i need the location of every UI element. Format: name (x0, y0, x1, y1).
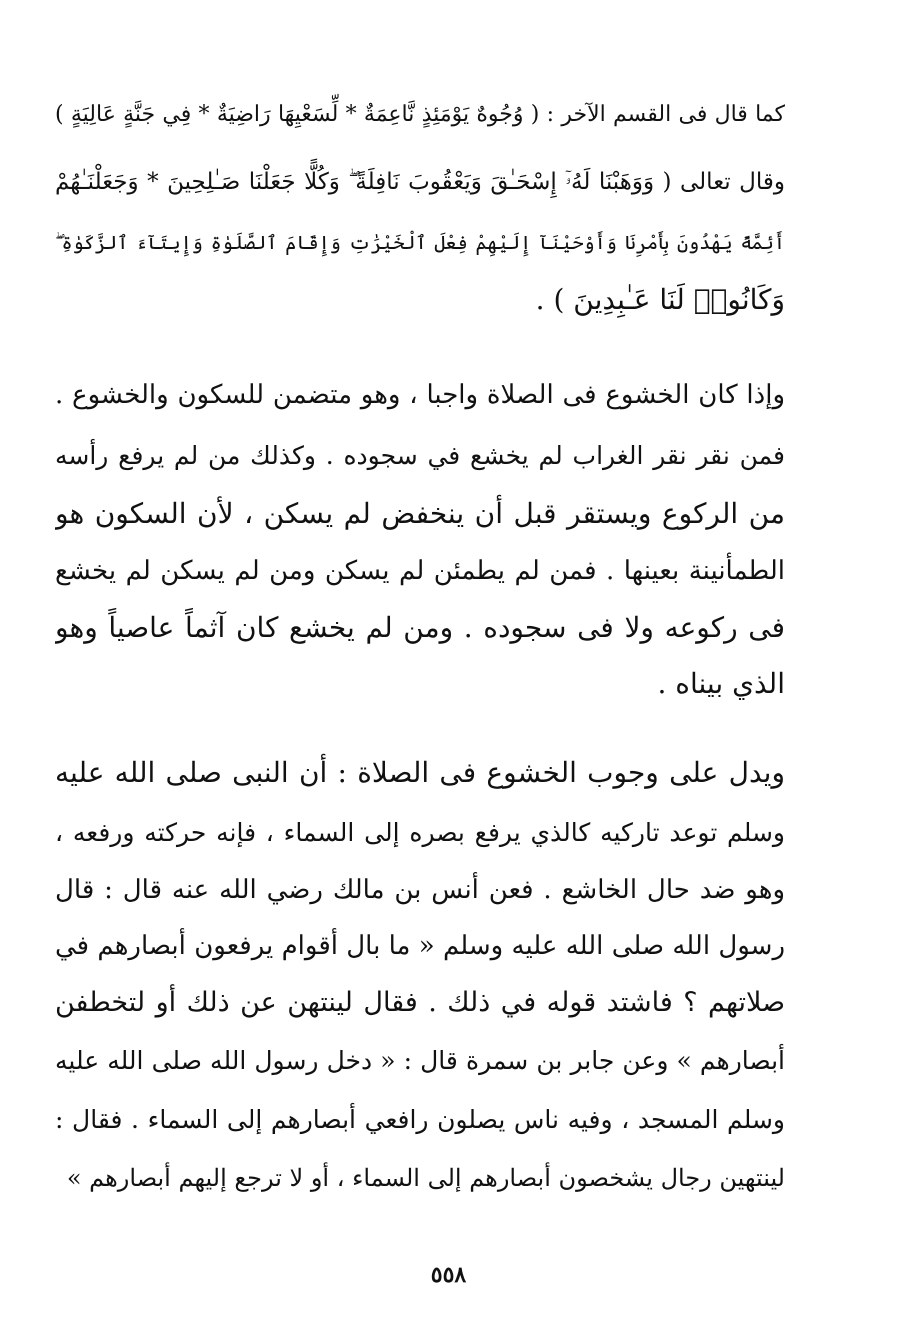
text-line: أَئِمَّةً يَهْدُونَ بِأَمْرِنَا وَأَوْحَيْنَآ إِلَيْهِمْ فِعْلَ ٱلْخَيْرَٰتِ وَإِقَامَ ٱلصَّلَوٰةِ وَإِيتَآءَ ٱلزَّكَوٰةِ ۖ (55, 232, 785, 254)
text-line: رسول الله صلى الله عليه وسلم « ما بال أقوام يرفعون أبصارهم في (55, 931, 785, 961)
text-line: كما قال فى القسم الآخر : ( وُجُوهٌ يَوْمَئِذٍ نَّاعِمَةٌ * لِّسَعْيِهَا رَاضِيَةٌ * فِي جَنَّةٍ عَالِيَةٍ ) (55, 102, 785, 127)
text-line: وَكَانُوا۟ لَنَا عَـٰبِدِينَ ) . (535, 283, 785, 316)
text-line: لينتهين رجال يشخصون أبصارهم إلى السماء ، أو لا ترجع إليهم أبصارهم » (66, 1164, 785, 1192)
page-number: ٥٥٨ (430, 1262, 467, 1288)
text-line: وسلم المسجد ، وفيه ناس يصلون رافعي أبصارهم إلى السماء . فقال : (55, 1105, 785, 1134)
text-line: الذي بيناه . (657, 667, 785, 700)
text-line: صلاتهم ؟ فاشتد قوله في ذلك . فقال لينتهن عن ذلك أو لتخطفن (55, 987, 785, 1018)
text-line: الطمأنينة بعينها . فمن لم يطمئن لم يسكن ومن لم يسكن لم يخشع (55, 556, 785, 586)
text-line: وسلم توعد تاركيه كالذي يرفع بصره إلى السماء ، فإنه حركته ورفعه ، (55, 818, 785, 847)
text-line: ويدل على وجوب الخشوع فى الصلاة : أن النبى صلى الله عليه (55, 756, 785, 789)
text-line: وإذا كان الخشوع فى الصلاة واجبا ، وهو متضمن للسكون والخشوع . (55, 380, 785, 410)
text-line: فى ركوعه ولا فى سجوده . ومن لم يخشع كان آثماً عاصياً وهو (55, 611, 785, 644)
text-line: أبصارهم » وعن جابر بن سمرة قال : « دخل رسول الله صلى الله عليه (55, 1046, 785, 1075)
text-line: وهو ضد حال الخاشع . فعن أنس بن مالك رضي الله عنه قال : قال (55, 875, 785, 905)
text-line: وقال تعالى ( وَوَهَبْنَا لَهُۥٓ إِسْحَـٰقَ وَيَعْقُوبَ نَافِلَةً ۖ وَكُلًّا جَعَلْنَا صَـٰلِحِينَ * وَجَعَلْنَـٰهُمْ (55, 169, 785, 195)
text-line: من الركوع ويستقر قبل أن ينخفض لم يسكن ، لأن السكون هو (55, 497, 785, 530)
text-line: فمن نقر نقر الغراب لم يخشع في سجوده . وكذلك من لم يرفع رأسه (55, 441, 785, 470)
document-page (55, 0, 785, 1323)
